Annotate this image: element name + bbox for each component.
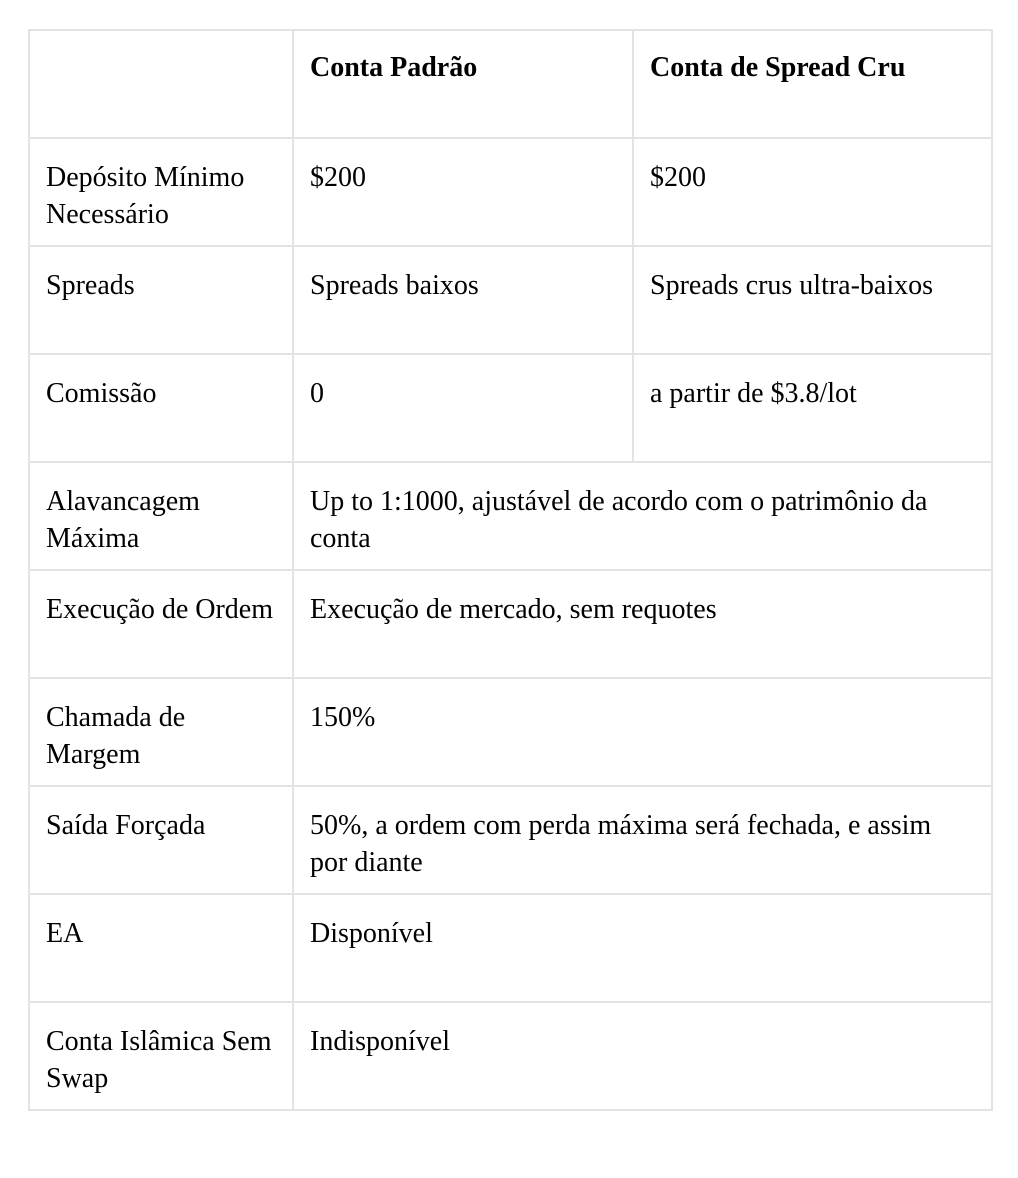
cell-margin-call: 150% [293,678,992,786]
account-comparison-table [28,29,993,1111]
table-row [29,786,992,894]
table-row [29,246,992,354]
table-row [29,894,992,1002]
row-label-commission: Comissão [29,354,293,462]
row-label-stop-out: Saída Forçada [29,786,293,894]
cell-order-execution: Execução de mercado, sem requotes [293,570,992,678]
cell-ea: Disponível [293,894,992,1002]
table-row [29,678,992,786]
row-label-islamic-account: Conta Islâmica Sem Swap [29,1002,293,1110]
row-label-spreads: Spreads [29,246,293,354]
table-row [29,138,992,246]
cell-standard-minimum-deposit: $200 [293,138,633,246]
cell-standard-spreads: Spreads baixos [293,246,633,354]
cell-raw-commission: a partir de $3.8/lot [633,354,992,462]
header-cell-empty [29,30,293,138]
header-cell-raw-spread-account: Conta de Spread Cru [633,30,992,138]
table-row [29,570,992,678]
table-row [29,354,992,462]
table-header-row [29,30,992,138]
cell-standard-commission: 0 [293,354,633,462]
table-row [29,1002,992,1110]
row-label-max-leverage: Alavancagem Máxima [29,462,293,570]
row-label-ea: EA [29,894,293,1002]
cell-max-leverage: Up to 1:1000, ajustável de acordo com o patrimônio da conta [293,462,992,570]
table-row [29,462,992,570]
cell-islamic-account: Indisponível [293,1002,992,1110]
row-label-margin-call: Chamada de Margem [29,678,293,786]
cell-raw-minimum-deposit: $200 [633,138,992,246]
row-label-order-execution: Execução de Ordem [29,570,293,678]
row-label-minimum-deposit: Depósito Mínimo Necessário [29,138,293,246]
cell-stop-out: 50%, a ordem com perda máxima será fechada, e assim por diante [293,786,992,894]
cell-raw-spreads: Spreads crus ultra-baixos [633,246,992,354]
header-cell-standard-account: Conta Padrão [293,30,633,138]
